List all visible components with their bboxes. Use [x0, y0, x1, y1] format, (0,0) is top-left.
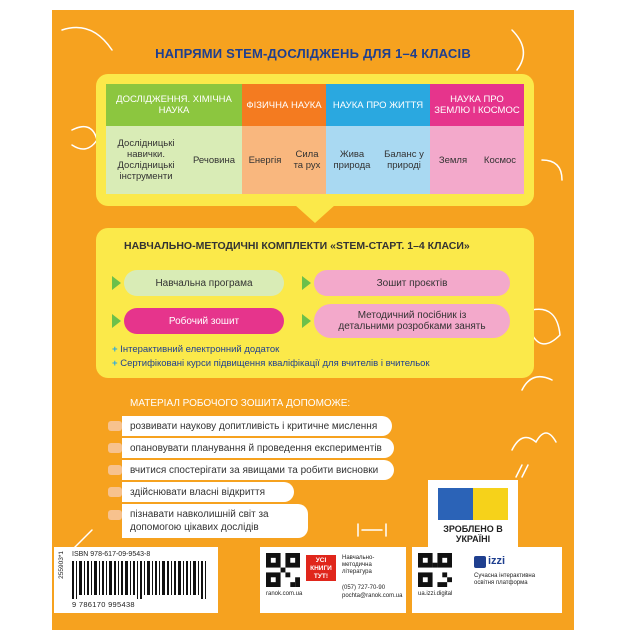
ranok-badge: УСІ КНИГИ ТУТ! [306, 555, 336, 581]
isbn-number: 9 786170 995438 [72, 600, 135, 609]
cell-energy: Енергія [242, 126, 288, 194]
flag-icon [438, 488, 508, 520]
help-item: розвивати наукову допитливість і критичне мислення [122, 416, 392, 436]
ranok-email: pochta@ranok.com.ua [342, 593, 403, 599]
page-title: НАПРЯМИ STEM-ДОСЛІДЖЕНЬ ДЛЯ 1–4 КЛАСІВ [155, 46, 471, 61]
qr-code-icon [266, 553, 300, 587]
help-title: МАТЕРІАЛ РОБОЧОГО ЗОШИТА ДОПОМОЖЕ: [130, 398, 351, 409]
header-physics: ФІЗИЧНА НАУКА [242, 84, 326, 126]
arrow-down-icon [295, 205, 335, 223]
kits-title: НАВЧАЛЬНО-МЕТОДИЧНІ КОМПЛЕКТИ «STEM-СТАРТ. 1–4 КЛАСИ» [124, 240, 470, 252]
header-life-science: НАУКА ПРО ЖИТТЯ [326, 84, 430, 126]
pointing-hand-icon [108, 443, 122, 453]
help-item: здійснювати власні відкриття [122, 482, 294, 502]
triangle-bullet-icon [112, 314, 121, 328]
stem-directions-table [96, 74, 534, 206]
addon-courses: + Сертифіковані курси підвищення кваліфікації для вчителів і вчительок [112, 358, 430, 369]
addon-interactive: + Інтерактивний електронний додаток [112, 344, 280, 355]
triangle-bullet-icon [112, 276, 121, 290]
cover-background [52, 10, 574, 630]
help-item: пізнавати навколишній світ за допомогою цікавих дослідів [122, 504, 308, 538]
help-item: вчитися спостерігати за явищами та робити висновки [122, 460, 394, 480]
triangle-bullet-icon [302, 314, 311, 328]
kits-block [96, 228, 534, 378]
izzi-description: Сучасна інтерактивна освітня платформа [474, 573, 536, 586]
cell-research-skills: Дослідницькі навички. Дослідницькі інструменти [106, 126, 186, 194]
ranok-site: ranok.com.ua [266, 591, 303, 597]
isbn-label: ISBN 978-617-09-9543-8 [72, 551, 151, 558]
cell-space: Космос [476, 126, 524, 194]
header-earth-space: НАУКА ПРО ЗЕМЛЮ І КОСМОС [430, 84, 524, 126]
pointing-hand-icon [108, 465, 122, 475]
isbn-block [54, 547, 218, 613]
izzi-logo-icon [474, 556, 486, 568]
ranok-phone: (057) 727-70-90 [342, 585, 386, 591]
cell-substance: Речовина [186, 126, 242, 194]
bottom-band [52, 547, 574, 630]
cell-living-nature: Жива природа [326, 126, 378, 194]
cell-force-motion: Сила та рух [288, 126, 326, 194]
qr-code-icon [418, 553, 452, 587]
izzi-site: ua.izzi.digital [418, 591, 453, 597]
kit-methodical-guide: Методичний посібник із детальними розробками занять [314, 304, 510, 338]
triangle-bullet-icon [302, 276, 311, 290]
cell-nature-balance: Баланс у природі [378, 126, 430, 194]
isbn-side-code: 255903*1 [58, 551, 65, 579]
help-item: опановувати планування й проведення експериментів [122, 438, 394, 458]
pointing-hand-icon [108, 487, 122, 497]
kit-project-notebook: Зошит проєктів [314, 270, 510, 296]
cell-earth: Земля [430, 126, 476, 194]
izzi-logo: izzi [488, 555, 506, 567]
ranok-publisher-block [260, 547, 406, 613]
barcode-icon [72, 561, 212, 599]
kit-workbook: Робочий зошит [124, 308, 284, 334]
pointing-hand-icon [108, 510, 122, 520]
kit-program: Навчальна програма [124, 270, 284, 296]
made-in-ukraine-badge [428, 480, 518, 550]
pointing-hand-icon [108, 421, 122, 431]
header-chemistry: ДОСЛІДЖЕННЯ. ХІМІЧНА НАУКА [106, 84, 242, 126]
ranok-type: Навчально-методична література [342, 555, 375, 575]
izzi-block [412, 547, 562, 613]
made-in-ukraine-label: ЗРОБЛЕНО В УКРАЇНІ [443, 524, 503, 544]
